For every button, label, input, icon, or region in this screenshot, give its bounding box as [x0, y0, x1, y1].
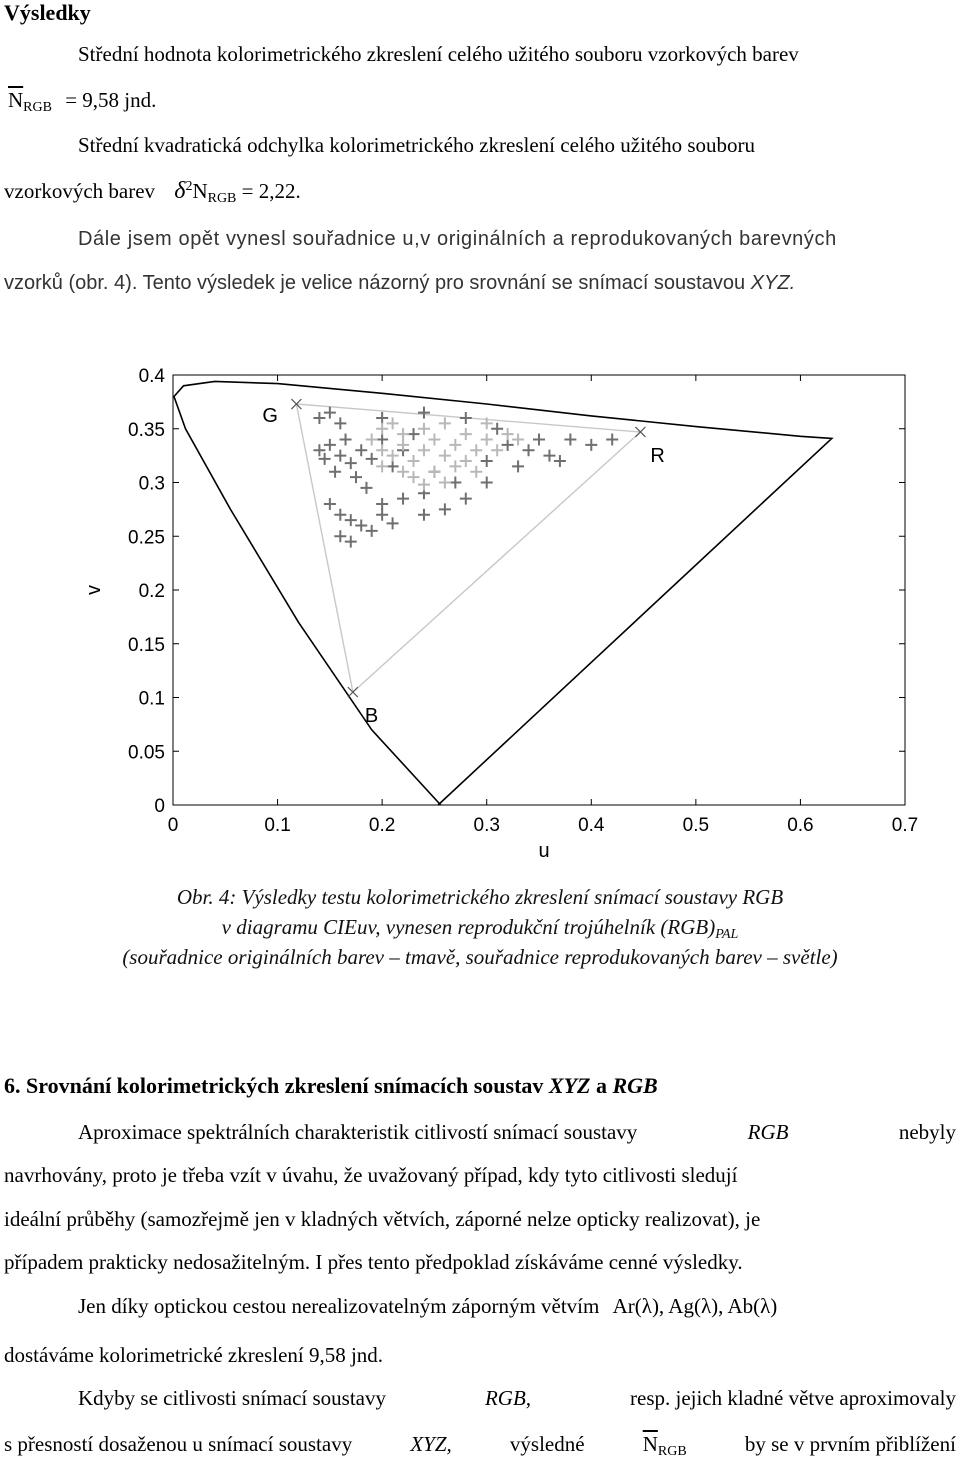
results-p3-line1: Dále jsem opět vynesl souřadnice u,v originálních a reprodukovaných barevných	[78, 228, 837, 250]
x-tick-label: 0.7	[891, 815, 919, 836]
x-axis-label: u	[538, 840, 550, 862]
original-color-point	[418, 509, 430, 521]
reproduced-color-point	[418, 479, 430, 491]
section6-heading-and: a	[595, 1073, 607, 1098]
original-color-point	[324, 407, 336, 419]
section6-p1-line2	[4, 1163, 956, 1188]
section6-p3-l1-b: resp. jejich kladné větve aproximovaly	[630, 1386, 956, 1410]
reproduced-color-point	[366, 434, 378, 446]
mean-n-value: = 9,58 jnd.	[65, 88, 157, 112]
reproduced-color-point	[376, 423, 388, 435]
original-color-point	[329, 466, 341, 478]
section6-p2-line1	[78, 1294, 777, 1319]
x-tick-label: 0.3	[473, 815, 500, 836]
results-p1-line2	[8, 88, 156, 113]
results-p3-line2-text: vzorků (obr. 4). Tento výsledek je velice názorný pro srovnání se snímací soustavou	[4, 272, 746, 294]
original-color-point	[512, 460, 524, 472]
reproduced-color-point	[408, 455, 420, 467]
reproduced-color-point	[470, 444, 482, 456]
final-n-symbol: $\overline{N}$	[642, 1432, 658, 1456]
original-color-point	[345, 536, 357, 548]
reproduced-color-point	[387, 417, 399, 429]
primary-label-b: B	[364, 705, 379, 728]
y-tick-label: 0	[154, 796, 165, 817]
results-p3-line2	[4, 272, 795, 295]
section6-p1-l1-a: Aproximace spektrálních charakteristik citlivostí snímací soustavy	[78, 1120, 638, 1144]
reproduced-color-point	[376, 460, 388, 472]
original-color-point	[449, 477, 461, 489]
figure-caption-line2	[0, 915, 960, 940]
section6-p1-line1	[78, 1120, 956, 1145]
original-color-point	[355, 444, 367, 456]
section6-heading-text: 6. Srovnání kolorimetrických zkreslení snímacích soustav	[4, 1073, 544, 1098]
reproduced-color-point	[439, 417, 451, 429]
original-color-point	[533, 434, 545, 446]
original-color-point	[481, 477, 493, 489]
x-tick-label: 0.1	[264, 815, 291, 836]
section6-p3-l2-b: výsledné	[509, 1432, 585, 1456]
section6-p3-l2-xyz: XYZ,	[410, 1432, 452, 1456]
reproduced-color-point	[449, 460, 461, 472]
figure-caption-pal: PAL	[715, 927, 739, 942]
original-color-point	[324, 439, 336, 451]
results-p2-line1-text: Střední kvadratická odchylka kolorimetrického zkreslení celého užitého souboru	[78, 133, 756, 157]
results-p2-line2	[4, 178, 301, 205]
original-color-point	[350, 471, 362, 483]
x-tick-label: 0.2	[368, 815, 396, 836]
section6-p1-line4: případem prakticky nedosažitelným. I přes tento předpoklad získáváme cenné výsledky.	[4, 1250, 743, 1274]
section6-p3-line1	[78, 1386, 956, 1411]
original-color-point	[366, 453, 378, 465]
original-color-point	[585, 439, 597, 451]
original-color-point	[345, 514, 357, 526]
section6-p3-l2-c: by se v prvním přiblížení	[744, 1432, 956, 1456]
section6-p3-l2-a: s přesností dosaženou u snímací soustavy	[4, 1432, 353, 1456]
original-color-point	[360, 482, 372, 494]
std-n-value: = 2,22.	[241, 179, 301, 203]
original-color-point	[543, 450, 555, 462]
original-color-point	[408, 428, 420, 440]
original-color-point	[313, 444, 325, 456]
results-heading: Výsledky	[4, 0, 91, 25]
figure-caption-line2-text: v diagramu CIEuv, vynesen reprodukční trojúhelník (RGB)	[221, 915, 716, 939]
section6-p1-l1-rgb: RGB	[747, 1120, 789, 1144]
original-color-point	[340, 434, 352, 446]
figure-caption-line3: (souřadnice originálních barev – tmavě, souřadnice reprodukovaných barev – světle)	[122, 945, 838, 969]
x-tick-label: 0.6	[787, 815, 814, 836]
original-color-point	[523, 444, 535, 456]
std-n-subscript: RGB	[207, 191, 237, 206]
y-tick-label: 0.4	[138, 366, 165, 387]
results-p1-line1: Střední hodnota kolorimetrického zkreslení celého užitého souboru vzorkových barev	[78, 42, 799, 66]
reproduced-color-point	[387, 450, 399, 462]
original-color-point	[387, 517, 399, 529]
original-color-point	[460, 493, 472, 505]
reproduced-color-point	[460, 428, 472, 440]
reproduced-color-point	[439, 477, 451, 489]
reproduced-color-point	[491, 444, 503, 456]
original-color-point	[387, 460, 399, 472]
results-p2-prefix: vzorkových barev	[4, 179, 156, 203]
x-tick-label: 0	[167, 815, 179, 836]
delta-sup: 2	[185, 179, 193, 194]
y-tick-label: 0.1	[138, 688, 165, 710]
triangle-outline	[296, 404, 640, 692]
reproduced-color-point	[470, 466, 482, 478]
section6-p2-l1: Jen díky optickou cestou nerealizovatelným záporným větvím	[78, 1294, 600, 1318]
reproduced-color-point	[408, 471, 420, 483]
original-color-point	[366, 525, 378, 537]
reproduced-color-point	[397, 428, 409, 440]
section6-heading	[4, 1073, 658, 1099]
section6-p1-l1-b: nebyly	[898, 1120, 956, 1144]
section6-heading-rgb: RGB	[612, 1073, 658, 1098]
mean-n-symbol: $\overline{N}$	[8, 88, 24, 112]
mean-n-subscript: RGB	[23, 100, 52, 115]
section6-p1-l2: navrhovány, proto je třeba vzít v úvahu, že uvažovaný případ, kdy tyto citlivosti sledují	[4, 1163, 738, 1187]
original-color-point	[564, 434, 576, 446]
original-color-point	[397, 493, 409, 505]
primary-label-g: G	[262, 405, 278, 428]
reproduced-color-point	[449, 439, 461, 451]
y-tick-label: 0.3	[138, 473, 165, 495]
original-color-point	[439, 503, 451, 515]
original-color-point	[376, 434, 388, 446]
original-color-point	[376, 498, 388, 510]
ar-function: Ar(λ),	[612, 1294, 665, 1318]
original-color-point	[606, 434, 618, 446]
original-color-point	[334, 530, 346, 542]
original-color-point	[376, 412, 388, 424]
section6-p3-l1-rgb: RGB,	[484, 1386, 532, 1410]
std-n-symbol: N	[192, 179, 208, 203]
reproduced-color-point	[397, 439, 409, 451]
reproduced-color-point	[439, 450, 451, 462]
section6-p3-l1-a: Kdyby se citlivosti snímací soustavy	[78, 1386, 386, 1410]
cie-uv-chart	[0, 345, 960, 865]
ab-function: Ab(λ)	[727, 1294, 778, 1318]
section6-p1-line3	[4, 1207, 956, 1232]
results-p2-line1	[78, 133, 956, 158]
reproduction-triangle	[262, 399, 664, 727]
reproduced-color-point	[376, 444, 388, 456]
reproduced-color-point	[481, 434, 493, 446]
original-color-point	[319, 453, 331, 465]
final-n-subscript: RGB	[657, 1444, 687, 1459]
reproduced-color-point	[512, 434, 524, 446]
original-color-point	[313, 412, 325, 424]
y-tick-label: 0.05	[128, 742, 165, 764]
reproduced-color-point	[418, 423, 430, 435]
reproduced-color-point	[397, 466, 409, 478]
reproduced-color-point	[428, 434, 440, 446]
original-color-point	[334, 417, 346, 429]
reproduced-color-point	[418, 444, 430, 456]
original-color-point	[355, 520, 367, 532]
primary-label-r: R	[650, 444, 665, 467]
delta-symbol: δ	[174, 178, 186, 204]
y-axis-label: v	[83, 585, 105, 595]
original-color-point	[345, 457, 357, 469]
original-color-point	[460, 412, 472, 424]
ag-function: Ag(λ),	[668, 1294, 724, 1318]
y-tick-label: 0.25	[128, 527, 165, 549]
original-color-point	[334, 509, 346, 521]
reproduced-color-point	[428, 466, 440, 478]
original-color-point	[554, 455, 566, 467]
original-color-point	[481, 455, 493, 467]
original-color-point	[491, 423, 503, 435]
original-color-point	[502, 439, 514, 451]
y-tick-label: 0.2	[138, 581, 165, 602]
section6-p2-line2: dostáváme kolorimetrické zkreslení 9,58 jnd.	[4, 1343, 384, 1367]
original-color-point	[324, 498, 336, 510]
y-tick-label: 0.15	[128, 634, 165, 656]
figure-caption-line1: Obr. 4: Výsledky testu kolorimetrického zkreslení snímací soustavy RGB	[176, 885, 784, 909]
y-tick-label: 0.35	[128, 419, 165, 441]
section6-p3-l2-symbol	[643, 1432, 687, 1457]
reproduced-color-point	[460, 455, 472, 467]
original-color-point	[334, 450, 346, 462]
original-color-point	[376, 509, 388, 521]
section6-p3-line2	[4, 1432, 956, 1457]
x-tick-label: 0.5	[682, 815, 710, 836]
section6-p1-l3: ideální průběhy (samozřejmě jen v kladných větvích, záporné nelze opticky realizovat), je	[4, 1207, 761, 1231]
original-color-point	[418, 407, 430, 419]
reproduced-color-point	[502, 428, 514, 440]
scatter-points	[313, 407, 618, 548]
section6-heading-xyz: XYZ	[548, 1073, 591, 1098]
results-p3-xyz: XYZ.	[750, 272, 796, 294]
x-tick-label: 0.4	[578, 815, 605, 836]
